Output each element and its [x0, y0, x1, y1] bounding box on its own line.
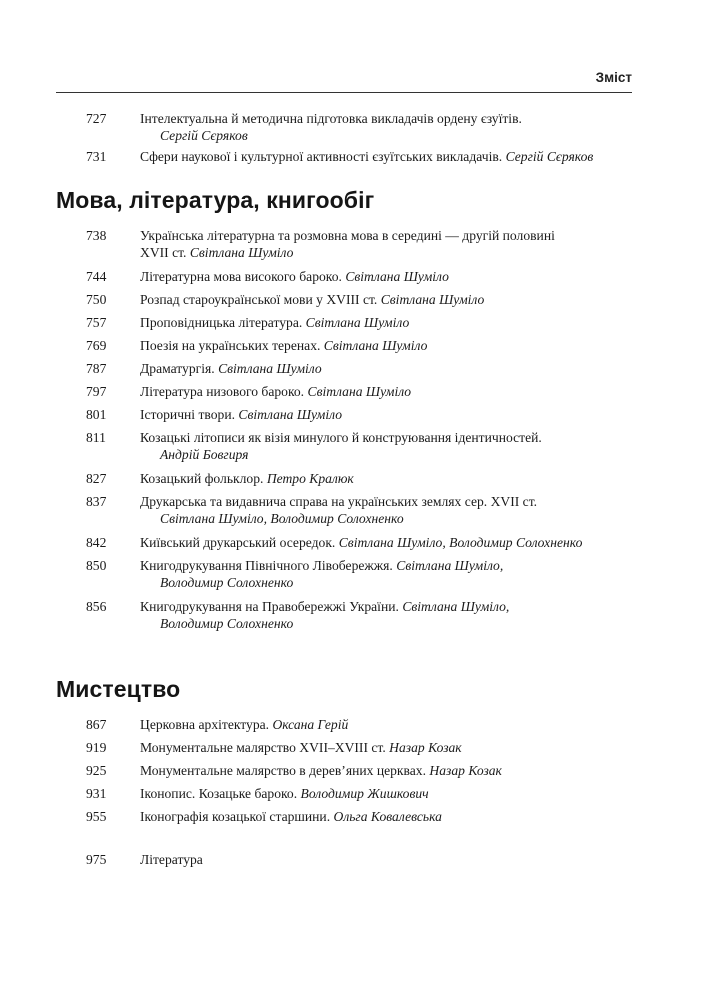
entry-title: Церковна архітектура. [140, 717, 270, 732]
entry-author: Світлана Шуміло [238, 407, 343, 422]
entry-author: Оксана Герій [272, 717, 349, 732]
entry-title: Літературна мова високого бароко. [140, 269, 342, 284]
entry-text [140, 227, 646, 261]
running-head: Зміст [595, 70, 632, 85]
entry-author: Світлана Шуміло [305, 315, 410, 330]
entry-text [140, 383, 646, 400]
page-number: 769 [86, 338, 107, 353]
entry-title: Сфери наукової і культурної активності єзуїтських викладачів. [140, 149, 503, 164]
entry-author: Світлана Шуміло [189, 245, 294, 260]
page-number: 850 [86, 558, 107, 573]
page-number: 727 [86, 111, 107, 126]
entry-author: Сергій Сєряков [160, 128, 248, 143]
toc-entry[interactable] [56, 314, 646, 337]
toc-entry[interactable] [56, 598, 646, 639]
entry-author: Світлана Шуміло [323, 338, 428, 353]
toc-entry[interactable] [56, 227, 646, 268]
header-rule [56, 92, 632, 93]
page-number: 837 [86, 494, 107, 509]
toc-entry[interactable] [56, 534, 646, 557]
page-number: 738 [86, 228, 107, 243]
toc-entry[interactable] [56, 429, 646, 470]
toc-entry[interactable] [56, 762, 646, 785]
entry-title: Козацький фольклор. [140, 471, 264, 486]
entry-author: Світлана Шуміло [380, 292, 485, 307]
entry-text [140, 110, 646, 144]
entry-text [140, 291, 646, 308]
entry-title: Історичні твори. [140, 407, 236, 422]
entry-text [140, 762, 646, 779]
page-number: 827 [86, 471, 107, 486]
toc-entry[interactable] [56, 337, 646, 360]
page-number: 787 [86, 361, 107, 376]
page-number: 797 [86, 384, 107, 399]
entry-author: Володимир Жишкович [300, 786, 429, 801]
entry-text [140, 148, 646, 165]
entry-title: Література низового бароко. [140, 384, 305, 399]
toc-entry[interactable] [56, 851, 646, 874]
section-entries [56, 227, 646, 639]
entry-title: Київський друкарський осередок. [140, 535, 336, 550]
page-number: 744 [86, 269, 107, 284]
entry-author: Назар Козак [429, 763, 502, 778]
entry-text [140, 785, 646, 802]
entry-text [140, 534, 646, 551]
page-number: 931 [86, 786, 107, 801]
entry-author-cont: Володимир Солохненко [160, 616, 294, 631]
entry-text [140, 598, 646, 632]
entry-text [140, 851, 646, 868]
entry-author: Петро Кралюк [266, 471, 354, 486]
entry-title: Книгодрукування на Правобережжі України. [140, 599, 399, 614]
table-of-contents [56, 110, 646, 874]
toc-entry[interactable] [56, 785, 646, 808]
entry-text [140, 493, 646, 527]
entry-title: Козацькі літописи як візія минулого й конструювання ідентичностей. [140, 430, 542, 445]
page-number: 867 [86, 717, 107, 732]
entry-author: Світлана Шуміло, [396, 558, 504, 573]
entry-title: Іконографія козацької старшини. [140, 809, 331, 824]
entry-author: Сергій Сєряков [505, 149, 594, 164]
entry-text [140, 470, 646, 487]
entry-text [140, 716, 646, 733]
entry-text [140, 429, 646, 463]
entry-title: Іконопис. Козацьке бароко. [140, 786, 298, 801]
page-number: 919 [86, 740, 107, 755]
entry-title: Інтелектуальна й методична підготовка викладачів ордену єзуїтів. [140, 111, 522, 126]
section-title: Мова, література, книгообіг [56, 187, 375, 213]
entry-title: Драматургія. [140, 361, 215, 376]
page-number: 801 [86, 407, 107, 422]
intro-entries [56, 110, 646, 169]
entry-author: Світлана Шуміло [307, 384, 412, 399]
entry-text [140, 808, 646, 825]
toc-entry[interactable] [56, 110, 646, 148]
toc-entry[interactable] [56, 716, 646, 739]
entry-text [140, 337, 646, 354]
entry-text [140, 268, 646, 285]
toc-entry[interactable] [56, 360, 646, 383]
page-number: 955 [86, 809, 107, 824]
toc-entry[interactable] [56, 291, 646, 314]
entry-title: Розпад староукраїнської мови у XVIII ст. [140, 292, 378, 307]
page-number: 975 [86, 852, 107, 867]
entry-author: Світлана Шуміло, Володимир Солохненко [160, 511, 404, 526]
entry-author-cont: Володимир Солохненко [160, 575, 294, 590]
entry-text [140, 360, 646, 377]
entry-text [140, 739, 646, 756]
toc-entry[interactable] [56, 739, 646, 762]
entry-title: Поезія на українських теренах. [140, 338, 321, 353]
entry-title: Література [140, 852, 203, 867]
entry-author: Андрій Бовгиря [160, 447, 249, 462]
entry-title: Монументальне малярство в дерев’яних церквах. [140, 763, 427, 778]
final-entries [56, 851, 646, 874]
entry-author: Світлана Шуміло [218, 361, 322, 376]
page-number: 757 [86, 315, 107, 330]
entry-author: Світлана Шуміло, Володимир Солохненко [338, 535, 583, 550]
entry-title-cont: XVII ст. [140, 245, 187, 260]
section-title: Мистецтво [56, 676, 181, 702]
page-number: 750 [86, 292, 107, 307]
toc-entry[interactable] [56, 148, 646, 169]
entry-author: Світлана Шуміло, [402, 599, 510, 614]
entry-title: Друкарська та видавнича справа на українських землях сер. XVII ст. [140, 494, 538, 509]
entry-author: Ольга Ковалевська [333, 809, 442, 824]
page-number: 842 [86, 535, 107, 550]
toc-entry[interactable] [56, 557, 646, 598]
entry-title: Проповідницька література. [140, 315, 303, 330]
entry-text [140, 557, 646, 591]
page-number: 856 [86, 599, 107, 614]
page-number: 731 [86, 149, 107, 164]
toc-entry[interactable] [56, 383, 646, 406]
toc-entry[interactable] [56, 406, 646, 429]
toc-entry[interactable] [56, 808, 646, 831]
entry-text [140, 406, 646, 423]
entry-title: Українська літературна та розмовна мова в середині — другій половині [140, 228, 555, 243]
toc-entry[interactable] [56, 493, 646, 534]
entry-author: Світлана Шуміло [345, 269, 449, 284]
toc-entry[interactable] [56, 470, 646, 493]
toc-entry[interactable] [56, 268, 646, 291]
page-number: 925 [86, 763, 107, 778]
page-number: 811 [86, 430, 106, 445]
entry-title: Монументальне малярство XVII–XVIII ст. [140, 740, 386, 755]
entry-text [140, 314, 646, 331]
entry-title: Книгодрукування Північного Лівобережжя. [140, 558, 393, 573]
section-entries [56, 716, 646, 831]
entry-author: Назар Козак [389, 740, 462, 755]
